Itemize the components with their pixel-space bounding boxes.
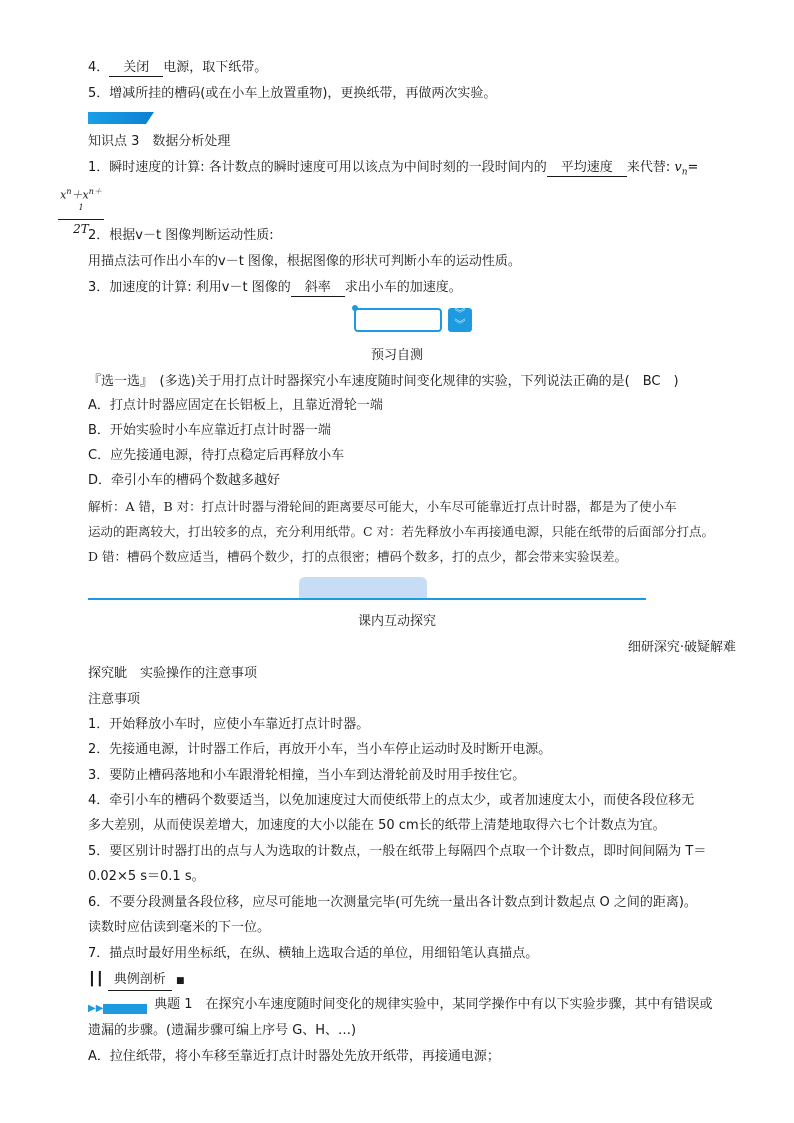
plus-sign: ＋: [71, 188, 83, 202]
chevron-glyph: ︾: [454, 307, 466, 320]
quiz-option-b: B．开始实验时小车应靠近打点计时器一端: [88, 423, 331, 438]
x-n-plus-1-index: n＋1: [78, 187, 102, 212]
notes-title: 注意事项: [88, 692, 141, 707]
kp3-item-1: [88, 158, 698, 183]
section-title: 课内互动探究: [357, 614, 436, 629]
fraction-denominator: 2T: [73, 222, 89, 237]
step-4-number: 4．: [88, 60, 110, 75]
example-tag-label: 典例剖析: [108, 970, 172, 991]
step-5: 5．增减所挂的槽码(或在小车上放置重物)，更换纸带，再做两次实验。: [88, 86, 497, 101]
example-option-a: A．拉住纸带，将小车移至靠近打点计时器处先放开纸带，再接通电源；: [88, 1049, 500, 1064]
section-tab: [299, 577, 427, 598]
note-6-line-1: 6．不要分段测量各段位移，应尽可能地一次测量完毕(可先统一量出各计数点到计数起点 O 之间的距离)。: [88, 895, 697, 910]
note-4-line-2: 多大差别，从而使误差增大，加速度的大小以能在 50 cm长的纸带上清楚地取得六七个计数点为宜。: [88, 818, 666, 833]
velocity-subscript: n: [681, 167, 688, 178]
note-1: 1．开始释放小车时，应使小车靠近打点计时器。: [88, 717, 370, 732]
kp3-item-3-suffix: 求出小车的加速度。: [344, 280, 462, 295]
quiz-option-c: C．应先接通电源，待打点稳定后再释放小车: [88, 448, 345, 463]
x-n-index: n: [66, 187, 72, 196]
x-n-plus-1: x: [82, 188, 89, 202]
kp3-item-2-body: 用描点法可作出小车的v－t 图像，根据图像的形状可判断小车的运动性质。: [88, 254, 521, 269]
note-3: 3．要防止槽码落地和小车跟滑轮相撞，当小车到达滑轮前及时用手按住它。: [88, 768, 526, 783]
example-stem-line-1: [88, 995, 713, 1015]
explore-heading: 探究眦 实验操作的注意事项: [88, 666, 258, 681]
square-icon: ■: [175, 976, 185, 986]
note-6-line-2: 读数时应估读到毫米的下一位。: [88, 920, 271, 935]
preview-banner-box: [354, 308, 442, 332]
kp3-item-3-prefix: 3．加速度的计算: 利用v－t 图像的: [88, 280, 291, 295]
chevron-glyph-2: ︾: [454, 318, 466, 331]
equals-sign: =: [687, 160, 699, 175]
preview-title: 预习自测: [370, 348, 423, 363]
kp3-item-3: [88, 278, 462, 298]
step-4-text: 电源，取下纸带。: [163, 60, 268, 75]
quiz-option-d: D．牵引小车的槽码个数越多越好: [88, 473, 281, 488]
quiz-analysis-line-1: 解析：A 错，B 对：打点计时器与滑轮间的距离要尽可能大，小车尽可能靠近打点计时器，都是为了使小车: [88, 499, 677, 514]
fraction-numerator: [58, 186, 104, 217]
note-5-line-2: 0.02×5 s＝0.1 s。: [88, 869, 205, 884]
example-arrow-icon: ▶▶: [88, 999, 150, 1010]
tag-bars-icon: ┃┃: [88, 972, 104, 987]
quiz-stem: 『选一选』 (多选)关于用打点计时器探究小车速度随时间变化规律的实验，下列说法正确的是( BC ): [88, 374, 679, 389]
section-subtitle: 细研深究·破疑解难: [627, 640, 736, 655]
example-stem-line-2: 遗漏的步骤。(遗漏步骤可编上序号 G、H、…): [88, 1023, 357, 1038]
example-tag: [88, 970, 184, 991]
knowledge-tab-marker: [88, 112, 154, 124]
section-divider: [88, 598, 646, 600]
quiz-analysis-line-3: D 错：槽码个数应适当，槽码个数少，打的点很密；槽码个数多，打的点少，都会带来实验误差。: [88, 549, 627, 564]
quiz-option-a: A．打点计时器应固定在长铝板上，且靠近滑轮一端: [88, 398, 383, 413]
fraction-bar: [58, 219, 104, 220]
x-n: x: [60, 188, 67, 202]
velocity-symbol: v: [674, 160, 682, 175]
note-5-line-1: 5．要区别计时器打出的点与人为选取的计数点，一般在纸带上每隔四个点取一个计数点，即时间间隔为 T＝: [88, 844, 707, 859]
kp3-heading: 知识点 3 数据分析处理: [88, 134, 231, 149]
note-4-line-1: 4．牵引小车的槽码个数要适当，以免加速度过大而使纸带上的点太少，或者加速度太小，而使各段位移无: [88, 793, 695, 808]
note-2: 2．先接通电源，计时器工作后，再放开小车，当小车停止运动时及时断开电源。: [88, 742, 552, 757]
double-chevron-down-icon: [448, 308, 472, 332]
example-stem-text: 典题 1 在探究小车速度随时间变化的规律实验中，某同学操作中有以下实验步骤，其中有错误或: [154, 997, 713, 1012]
step-4: [88, 58, 267, 78]
step-4-blank: 关闭: [109, 60, 163, 77]
kp3-item-2-title: 2．根据v－t 图像判断运动性质:: [88, 228, 274, 243]
kp3-item-1-suffix: 来代替:: [626, 160, 671, 175]
kp3-item-3-blank: 斜率: [291, 280, 345, 297]
quiz-analysis-line-2: 运动的距离较大，打出较多的点，充分利用纸带。C 对：若先释放小车再接通电源，只能在纸带的后面部分打点。: [88, 524, 715, 539]
kp3-item-1-prefix: 1．瞬时速度的计算: 各计数点的瞬时速度可用以该点为中间时刻的一段时间内的: [88, 160, 547, 175]
note-7: 7．描点时最好用坐标纸，在纵、横轴上选取合适的单位，用细铅笔认真描点。: [88, 946, 539, 961]
kp3-item-1-blank: 平均速度: [547, 160, 627, 177]
